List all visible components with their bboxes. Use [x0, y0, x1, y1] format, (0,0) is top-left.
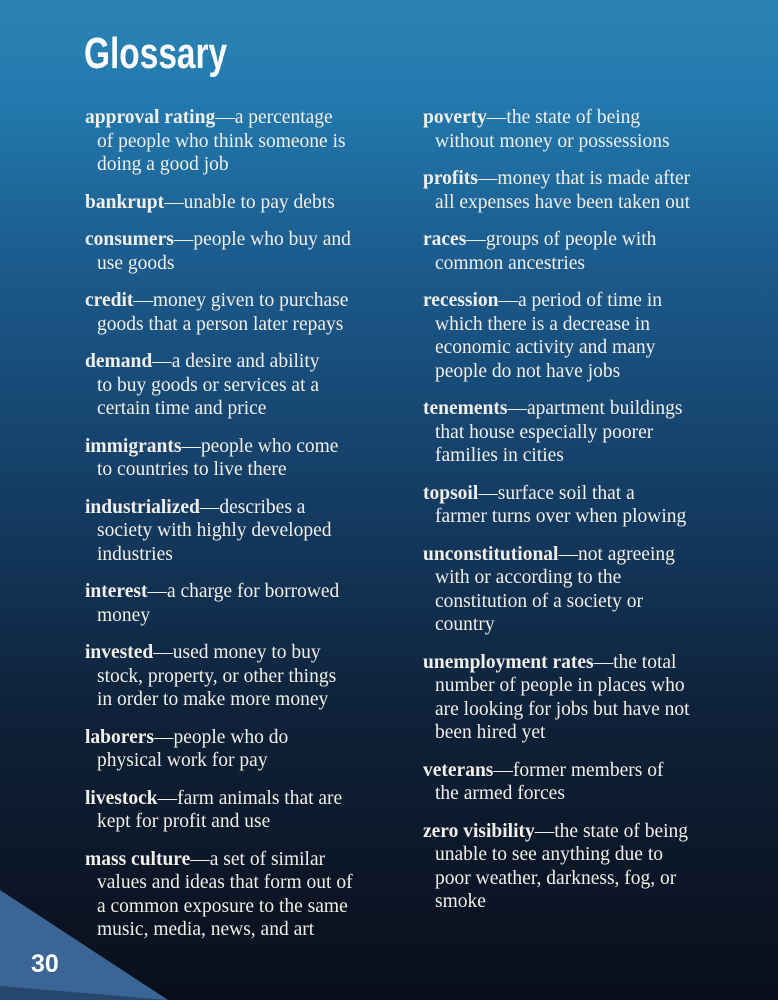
- definition-line: economic activity and many: [435, 337, 656, 358]
- glossary-term: zero visibility: [423, 820, 535, 842]
- em-dash: —: [466, 229, 486, 250]
- definition-first-line: [423, 228, 690, 252]
- glossary-entry: [423, 228, 690, 275]
- definition-text: money that is made after: [497, 168, 691, 189]
- definition-line: without money or possessions: [435, 130, 670, 152]
- definition-text: a desire and ability: [171, 351, 320, 372]
- em-dash: —: [153, 726, 174, 748]
- definition-text: former members of: [512, 759, 664, 781]
- definition-line: society with highly developed: [97, 520, 332, 541]
- definition-first-line: [85, 726, 353, 750]
- glossary-term: tenements: [423, 398, 508, 419]
- glossary-term: mass culture: [85, 848, 191, 870]
- definition-line: stock, property, or other things: [97, 665, 337, 687]
- definition-line: been hired yet: [435, 722, 546, 743]
- glossary-term: invested: [85, 642, 154, 663]
- definition-line: number of people in places who: [435, 675, 685, 696]
- glossary-entry: [85, 580, 353, 627]
- definition-line: constitution of a society or: [435, 590, 643, 612]
- definition-text: describes a: [219, 496, 306, 518]
- definition-line: doing a good job: [97, 154, 229, 175]
- definition-line: that house especially poorer: [435, 421, 654, 443]
- glossary-term: bankrupt: [85, 191, 165, 213]
- definition-first-line: [423, 651, 690, 675]
- glossary-entry: [85, 496, 353, 567]
- definition-text: a percentage: [234, 107, 333, 128]
- definition-text: money given to purchase: [152, 290, 349, 311]
- definition-line: a common exposure to the same: [97, 895, 348, 917]
- definition-first-line: [85, 496, 353, 520]
- glossary-entry: [423, 167, 690, 214]
- definition-text: a set of similar: [209, 848, 326, 870]
- definition-text: used money to buy: [172, 642, 321, 663]
- definition-text: groups of people with: [485, 229, 657, 250]
- definition-text: a charge for borrowed: [166, 581, 340, 602]
- definition-line: which there is a decrease in: [435, 313, 650, 335]
- em-dash: —: [133, 290, 153, 311]
- definition-text: the state of being: [554, 820, 689, 842]
- glossary-term: immigrants: [85, 435, 182, 457]
- em-dash: —: [486, 107, 507, 128]
- glossary-entry: [85, 228, 353, 275]
- glossary-entry: [85, 787, 353, 834]
- definition-line: use goods: [97, 252, 175, 274]
- definition-line: common ancestries: [435, 252, 585, 274]
- glossary-entry: [85, 641, 353, 712]
- definition-first-line: [85, 106, 353, 130]
- definition-line: with or according to the: [435, 567, 622, 588]
- definition-first-line: [423, 482, 690, 506]
- glossary-entry: [85, 848, 353, 942]
- glossary-entry: [85, 435, 353, 482]
- glossary-term: interest: [85, 581, 148, 602]
- em-dash: —: [493, 759, 513, 781]
- definition-line: in order to make more money: [97, 689, 329, 710]
- em-dash: —: [477, 168, 498, 189]
- definition-line: certain time and price: [97, 398, 267, 419]
- glossary-term: races: [423, 229, 467, 250]
- glossary-entry: [423, 820, 690, 914]
- definition-text: farm animals that are: [177, 787, 343, 809]
- definition-first-line: [85, 641, 353, 665]
- definition-line: goods that a person later repays: [97, 313, 344, 335]
- em-dash: —: [173, 229, 194, 250]
- em-dash: —: [164, 191, 184, 213]
- glossary-term: poverty: [423, 107, 487, 128]
- glossary-entry: [423, 759, 690, 806]
- definition-line: country: [435, 614, 495, 635]
- definition-line: all expenses have been taken out: [435, 191, 691, 213]
- definition-first-line: [423, 167, 690, 191]
- definition-first-line: [85, 848, 353, 872]
- glossary-term: profits: [423, 168, 478, 189]
- definition-first-line: [85, 228, 353, 252]
- glossary-entry: [423, 289, 690, 383]
- definition-first-line: [85, 787, 353, 811]
- definition-first-line: [423, 759, 690, 783]
- glossary-entry: [423, 543, 690, 637]
- glossary-term: consumers: [85, 229, 174, 250]
- definition-line: money: [97, 604, 151, 626]
- definition-text: people who come: [200, 435, 339, 457]
- definition-first-line: [423, 820, 690, 844]
- page-title: Glossary: [84, 29, 228, 78]
- glossary-entry: [85, 191, 353, 215]
- definition-first-line: [423, 289, 690, 313]
- definition-first-line: [423, 106, 690, 130]
- definition-first-line: [85, 289, 353, 313]
- right-column: [423, 106, 690, 928]
- definition-line: to buy goods or services at a: [97, 374, 320, 396]
- glossary-entry: [85, 106, 353, 177]
- definition-text: not agreeing: [577, 543, 675, 565]
- definition-line: smoke: [435, 891, 486, 912]
- em-dash: —: [498, 290, 518, 311]
- glossary-term: unemployment rates: [423, 651, 594, 673]
- glossary-term: approval rating: [85, 107, 216, 128]
- glossary-entry: [85, 726, 353, 773]
- glossary-term: laborers: [85, 726, 154, 748]
- definition-first-line: [85, 435, 353, 459]
- definition-first-line: [85, 350, 353, 374]
- definition-text: people who buy and: [193, 229, 351, 250]
- definition-first-line: [85, 580, 353, 604]
- definition-line: people do not have jobs: [435, 360, 621, 382]
- em-dash: —: [153, 642, 173, 663]
- definition-text: apartment buildings: [526, 398, 683, 419]
- em-dash: —: [157, 787, 178, 809]
- definition-line: families in cities: [435, 445, 564, 466]
- definition-line: farmer turns over when plowing: [435, 506, 687, 527]
- definition-text: the total: [613, 651, 677, 673]
- definition-text: the state of being: [506, 107, 641, 128]
- glossary-term: unconstitutional: [423, 543, 559, 565]
- definition-line: the armed forces: [435, 783, 565, 804]
- glossary-entry: [423, 397, 690, 468]
- definition-first-line: [85, 191, 353, 215]
- glossary-term: topsoil: [423, 482, 479, 504]
- em-dash: —: [215, 107, 235, 128]
- definition-line: kept for profit and use: [97, 811, 271, 832]
- definition-first-line: [423, 397, 690, 421]
- em-dash: —: [190, 848, 210, 870]
- em-dash: —: [181, 435, 201, 457]
- definition-line: music, media, news, and art: [97, 919, 315, 940]
- em-dash: —: [152, 351, 172, 372]
- em-dash: —: [147, 581, 167, 602]
- definition-text: a period of time in: [517, 290, 663, 311]
- glossary-entry: [85, 350, 353, 421]
- glossary-entry: [423, 651, 690, 745]
- definition-text: surface soil that a: [497, 482, 635, 504]
- glossary-entry: [85, 289, 353, 336]
- glossary-term: demand: [85, 351, 153, 372]
- glossary-term: veterans: [423, 759, 494, 781]
- definition-line: unable to see anything due to: [435, 844, 663, 865]
- page-number: 30: [31, 950, 59, 978]
- definition-line: industries: [97, 543, 173, 565]
- definition-text: unable to pay debts: [183, 191, 335, 213]
- em-dash: —: [199, 496, 220, 518]
- glossary-term: recession: [423, 290, 499, 311]
- definition-line: are looking for jobs but have not: [435, 698, 690, 720]
- definition-line: values and ideas that form out of: [97, 872, 353, 893]
- glossary-term: livestock: [85, 787, 158, 809]
- definition-line: of people who think someone is: [97, 130, 346, 152]
- em-dash: —: [478, 482, 498, 504]
- definition-first-line: [423, 543, 690, 567]
- glossary-entry: [423, 482, 690, 529]
- definition-line: physical work for pay: [97, 750, 268, 771]
- em-dash: —: [534, 820, 555, 842]
- definition-text: people who do: [173, 726, 289, 748]
- em-dash: —: [507, 398, 527, 419]
- definition-line: to countries to live there: [97, 459, 287, 480]
- em-dash: —: [558, 543, 578, 565]
- em-dash: —: [593, 651, 614, 673]
- glossary-term: credit: [85, 290, 134, 311]
- left-column: [85, 106, 353, 956]
- definition-line: poor weather, darkness, fog, or: [435, 867, 677, 889]
- glossary-term: industrialized: [85, 496, 200, 518]
- glossary-entry: [423, 106, 690, 153]
